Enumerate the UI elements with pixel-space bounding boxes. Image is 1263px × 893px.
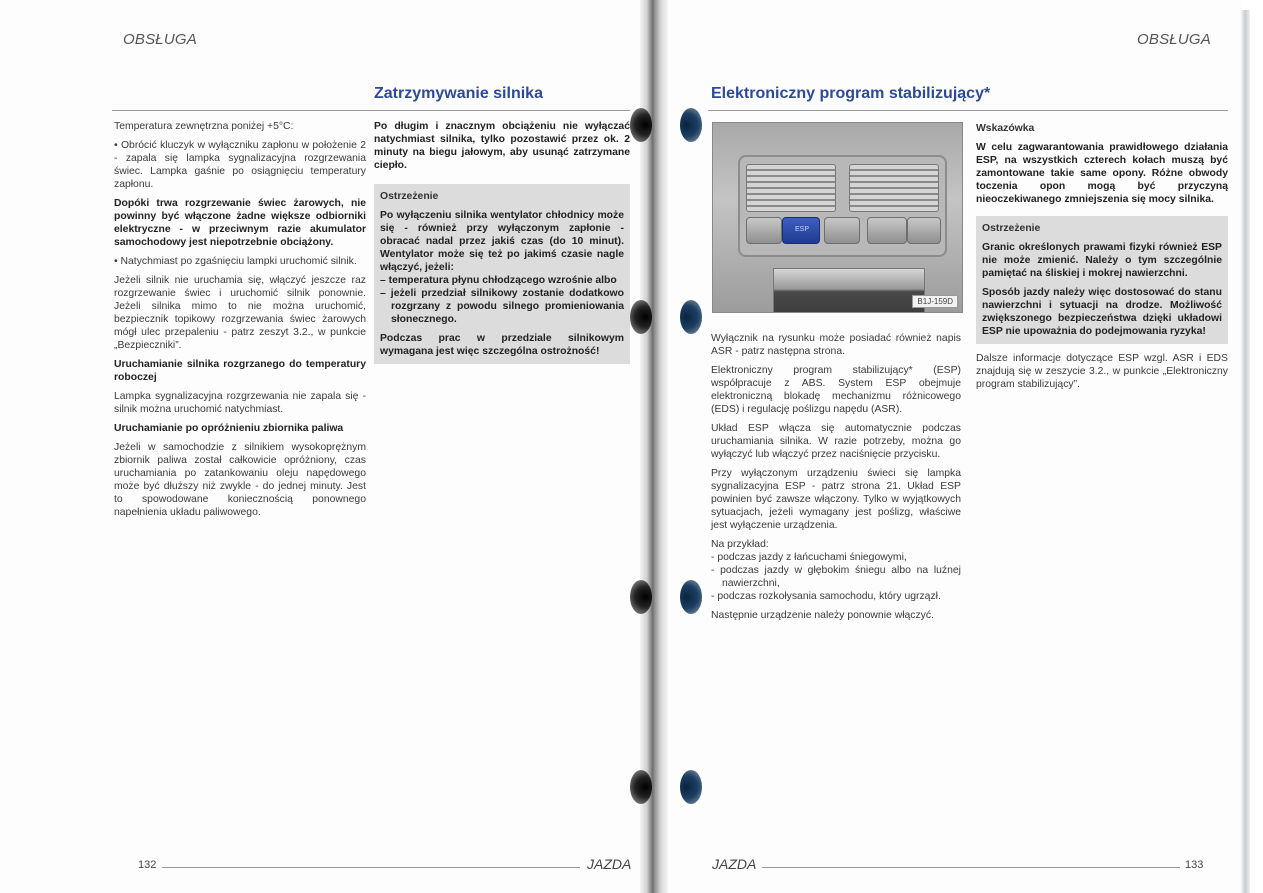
binder-hole-icon: [630, 770, 652, 804]
warning-list-item: – jeżeli przedział silnikowy zostanie dodatkowo rozgrzany z powodu silnego promieniowania słonecznego.: [380, 288, 624, 325]
binder-hole-icon: [630, 108, 652, 142]
left-column-1: [114, 120, 366, 525]
paragraph-esp-off: Przy wyłączonym urządzeniu świeci się lampka sygnalizacyjna ESP - patrz strona 21. Układ ESP powinien być zawsze włączony. Tylko w wyjątkowych sytuacjach, jeżeli wymagany jest poślizg, właściwe jest wyłączenie urządzenia.: [711, 468, 961, 531]
engine-stop-intro: Po długim i znacznym obciążeniu nie wyłączać natychmiast silnika, tylko pozostawić przez ok. 2 minuty na biegu jałowym, aby usunąć zatrzymane ciepło.: [374, 121, 630, 171]
intro-text: Temperatura zewnętrzna poniżej +5°C:: [114, 121, 294, 132]
warning-list: [380, 274, 624, 326]
paragraph-empty-tank: Jeżeli w samochodzie z silnikiem wysokoprężnym zbiornik paliwa został całkowicie opróżniony, czas uruchamiania po zatankowaniu oleju napędowego może być dłuższy niż zwykle - do jednej minuty. Jest to spowodowane koniecznością ponownego napełnienia układu paliwowego.: [114, 442, 366, 518]
example-item: - podczas rozkołysania samochodu, który ugrzązł.: [711, 591, 941, 602]
paragraph-esp-auto: Układ ESP włącza się automatycznie podczas uruchamiania silnika. W razie potrzeby, można go wyłączyć lub włączyć przez naciśnięcie przycisku.: [711, 423, 961, 460]
rear-defrost-switch: [867, 217, 907, 244]
binder-hole-icon: [680, 580, 702, 614]
warning-text: Sposób jazdy należy więc dostosować do stanu nawierzchni i sytuacji na drodze. Możliwość zwiększonego bezpieczeństwa dzięki układowi ESP nie upoważnia do podejmowania ryzyka!: [982, 287, 1222, 337]
warning-text: Po wyłączeniu silnika wentylator chłodnicy może się - również przy wyłączonym zapłonie - obracać nadal przez jakiś czas (do 10 minut). Wentylator może się też po jakimś czasie nagle włączyć, jeżeli:: [380, 210, 624, 273]
example-item: - podczas jazdy w głębokim śniegu albo na luźnej nawierzchni,: [711, 565, 961, 589]
subheading-empty-tank: Uruchamianie po opróżnieniu zbiornika paliwa: [114, 423, 344, 434]
warning-title: Ostrzeżenie: [982, 223, 1041, 234]
paragraph-esp-intro: Elektroniczny program stabilizujący* (ESP) współpracuje z ABS. System ESP obejmuje elektroniczną blokadę mechanizmu różnicowego (EDS) i regulację poślizgu napędu (ASR).: [711, 365, 961, 415]
warning-title: Ostrzeżenie: [380, 191, 439, 202]
running-head-left: OBSŁUGA: [123, 31, 197, 48]
paragraph-warm-engine: Lampka sygnalizacyjna rozgrzewania nie zapala się - silnik można uruchomić natychmiast.: [114, 391, 366, 415]
paragraph-further-info: Dalsze informacje dotyczące ESP wzgl. ASR i EDS znajdują się w zeszycie 3.2., w punkcie „Elektroniczny program stabilizujący”.: [976, 353, 1228, 390]
paragraph-asr-note: Wyłącznik na rysunku może posiadać również napis ASR - patrz następna strona.: [711, 333, 961, 357]
warning-box: [374, 184, 630, 364]
hazard-switch: [824, 217, 860, 244]
binder-hole-icon: [680, 770, 702, 804]
warning-box: [976, 216, 1228, 344]
running-head-right: OBSŁUGA: [1137, 31, 1211, 48]
binder-hole-icon: [630, 300, 652, 334]
air-vent-panel: [738, 155, 947, 257]
warning-list-item: – temperatura płynu chłodzącego wzrośnie albo: [380, 275, 617, 286]
examples-list: [711, 551, 961, 603]
page-edge: [1240, 10, 1250, 893]
section-title-esp: Elektroniczny program stabilizujący*: [711, 85, 991, 102]
footer-section-left: JAZDA: [587, 856, 632, 872]
footer-section-right: JAZDA: [712, 856, 757, 872]
examples-intro: Na przykład:: [711, 539, 769, 550]
binder-hole-icon: [680, 300, 702, 334]
right-column-1: [711, 332, 961, 628]
switch-blank: [746, 217, 782, 244]
footer-rule-right: [762, 867, 1180, 868]
page-number-left: 132: [138, 859, 157, 871]
bullet-ignition: • Obrócić kluczyk w wyłączniku zapłonu w położenie 2 - zapala się lampka sygnalizacyjna rozgrzewania świec. Lampka gaśnie po osiągnięciu temperatury zapłonu.: [114, 140, 366, 190]
figure-code: B1J-159D: [912, 295, 958, 308]
header-rule: [112, 110, 630, 111]
example-item: - podczas jazdy z łańcuchami śniegowymi,: [711, 552, 907, 563]
air-vent-right: [849, 164, 939, 212]
esp-button-figure: [712, 122, 963, 313]
hint-title: Wskazówka: [976, 123, 1035, 134]
binder-hole-icon: [680, 108, 702, 142]
footer-rule-left: [162, 867, 580, 868]
warning-closing: Podczas prac w przedziale silnikowym wymagana jest więc szczególna ostrożność!: [380, 333, 624, 357]
switch-blank: [907, 217, 941, 244]
hint-text: W celu zagwarantowania prawidłowego działania ESP, na wszystkich czterech kołach muszą być zamontowane takie same opony. Różne obwody toczenia opon mogą być przyczyną nieoczekiwanego zmniejszenia się mocy silnika.: [976, 142, 1228, 205]
air-vent-left: [746, 164, 836, 212]
subheading-warm-engine: Uruchamianie silnika rozgrzanego do temperatury roboczej: [114, 359, 366, 383]
bullet-start: • Natychmiast po zgaśnięciu lampki uruchomić silnik.: [114, 256, 357, 267]
esp-switch: [782, 217, 820, 244]
paragraph-reenable: Następnie urządzenie należy ponownie włączyć.: [711, 610, 934, 621]
paragraph-restart: Jeżeli silnik nie uruchamia się, włączyć jeszcze raz rozgrzewanie świec i uruchomić silnik ponownie. Jeżeli silnika mimo to nie można uruchomić, bezpiecznik topikowy rozgrzewania świec żarowych mógł ulec przepaleniu - patrz zeszyt 3.2., w punkcie „Bezpieczniki”.: [114, 275, 366, 351]
page-number-right: 133: [1185, 859, 1204, 871]
left-column-2: [374, 120, 630, 372]
header-rule: [708, 110, 1228, 111]
right-column-2: [976, 122, 1228, 397]
warning-text: Granic określonych prawami fizyki również ESP nie może zmienić. Należy o tym szczególnie pamiętać na śliskiej i mokrej nawierzchni.: [982, 242, 1222, 279]
warning-bold-text: Dopóki trwa rozgrzewanie świec żarowych, nie powinny być włączone żadne większe odbiorniki elektryczne - w przeciwnym razie akumulator samochodowy jest niepotrzebnie obciążony.: [114, 198, 366, 248]
storage-compartment: [773, 268, 925, 313]
esp-switch-label: ESP: [795, 226, 810, 233]
section-title-engine-stop: Zatrzymywanie silnika: [374, 85, 543, 102]
binder-hole-icon: [630, 580, 652, 614]
